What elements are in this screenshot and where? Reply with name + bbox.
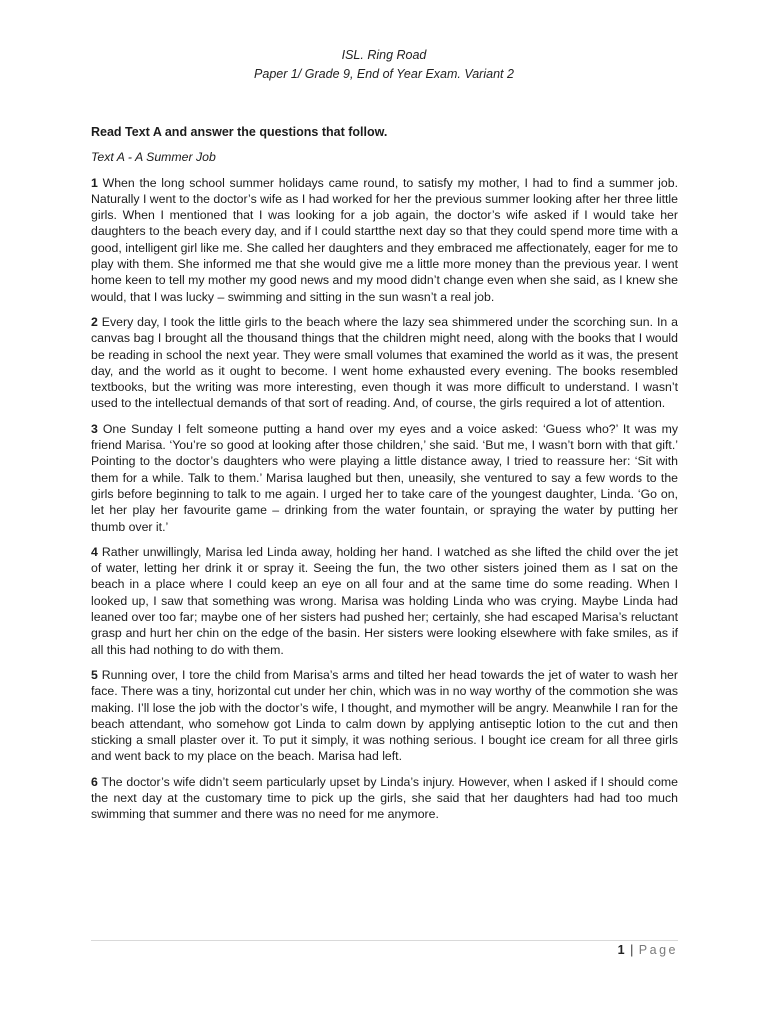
- paragraph-text: When the long school summer holidays came round, to satisfy my mother, I had to find a summer job. Naturally I went to the doctor’s wife as I had worked for her the previous summer looking after her three little girls. When I mentioned that I was looking for a job again, the doctor’s wife asked if I would take her daughters to the beach every day, and if I could startthe next day so that they could spend more time with a good, intelligent girl like me. She called her daughters and they embraced me affectionately, eager for me to play with them. She informed me that she would give me a little more money than the previous year. I went home keen to tell my mother my good news and my mood didn’t change even when she said, as I knew she would, that I was lucky – swimming and sitting in the sun wasn’t a real job.: [91, 175, 678, 304]
- paragraph-number: 6: [91, 774, 98, 789]
- paragraph-text: The doctor’s wife didn’t seem particularly upset by Linda’s injury. However, when I asked if I should come the next day at the customary time to pick up the girls, she said that her daughters had had too much swimming that summer and there was no need for me anymore.: [91, 774, 678, 822]
- paragraph-number: 4: [91, 544, 98, 559]
- paragraph-text: Running over, I tore the child from Marisa’s arms and tilted her head towards the jet of water to wash her face. There was a tiny, horizontal cut under her chin, which was in no way worthy of the commotion she was making. I’ll lose the job with the doctor’s wife, I thought, and mymother will be angry. Meanwhile I ran for the beach attendant, who somehow got Linda to calm down by applying antiseptic lotion to the cut and then sticking a small plaster over it. To put it simply, it was nothing serious. I bought ice cream for all three girls and went back to my place on the beach. Marisa had left.: [91, 667, 678, 764]
- header-school: ISL. Ring Road: [341, 48, 427, 62]
- paragraph-4: [91, 544, 678, 658]
- page-number: 1: [617, 943, 625, 957]
- text-title: Text A - A Summer Job: [91, 150, 216, 165]
- paragraph-3: [91, 421, 678, 535]
- document-body: [91, 124, 678, 832]
- paragraph-text: Every day, I took the little girls to the beach where the lazy sea shimmered under the scorching sun. In a canvas bag I brought all the thousand things that the children might need, along with the books that I would be reading in school the next year. They were small volumes that examined the world as it was, the present day, and the world as it ought to become. I went home exhausted every evening. The books resembled textbooks, but the writing was more interesting, even though it was more difficult to understand. I wasn’t used to the intellectual demands of that sort of reading. And, of course, the girls required a lot of attention.: [91, 314, 678, 411]
- paragraph-text: Rather unwillingly, Marisa led Linda away, holding her hand. I watched as she lifted the child over the jet of water, letting her drink it or spray it. Seeing the fun, the two other sisters joined them as I sat on the beach in a place where I could keep an eye on all four and at the same time do some reading. When I looked up, I saw that something was wrong. Marisa was holding Linda who was crying. Maybe Linda had leaned over too far; maybe one of her sisters had pushed her; certainly, she had escaped Marisa’s reluctant grasp and hurt her chin on the edge of the basin. Her sisters were looking elsewhere with fake smiles, as if all this had nothing to do with them.: [91, 544, 678, 657]
- paragraph-2: [91, 314, 678, 412]
- header-exam-title: Paper 1/ Grade 9, End of Year Exam. Variant 2: [254, 67, 514, 81]
- page-header: [0, 46, 768, 84]
- page-label: Page: [638, 943, 678, 957]
- paragraph-number: 5: [91, 667, 98, 682]
- paragraph-number: 1: [91, 175, 98, 190]
- paragraph-6: [91, 774, 678, 823]
- paragraph-5: [91, 667, 678, 765]
- paragraph-number: 3: [91, 421, 98, 436]
- paragraph-1: [91, 175, 678, 305]
- footer-separator: |: [630, 943, 634, 957]
- footer-divider: [91, 940, 678, 941]
- paragraph-number: 2: [91, 314, 98, 329]
- paragraph-text: One Sunday I felt someone putting a hand over my eyes and a voice asked: ‘Guess who?’ It was my friend Marisa. ‘You’re so good at looking after those children,’ she said. ‘But me, I wasn’t born with that gift.’ Pointing to the doctor’s daughters who were playing a little distance away, I tried to reassure her: ‘Sit with them for a while. Talk to them.’ Marisa laughed but then, uneasily, she ventured to say a few words to the girls before beginning to talk to me again. I urged her to take care of the youngest daughter, Linda. ‘Go on, let her play her favourite game – drinking from the water fountain, or spraying the water by putting her thumb over it.’: [91, 421, 678, 534]
- page-footer: [618, 943, 678, 957]
- instruction-heading: Read Text A and answer the questions that follow.: [91, 125, 388, 139]
